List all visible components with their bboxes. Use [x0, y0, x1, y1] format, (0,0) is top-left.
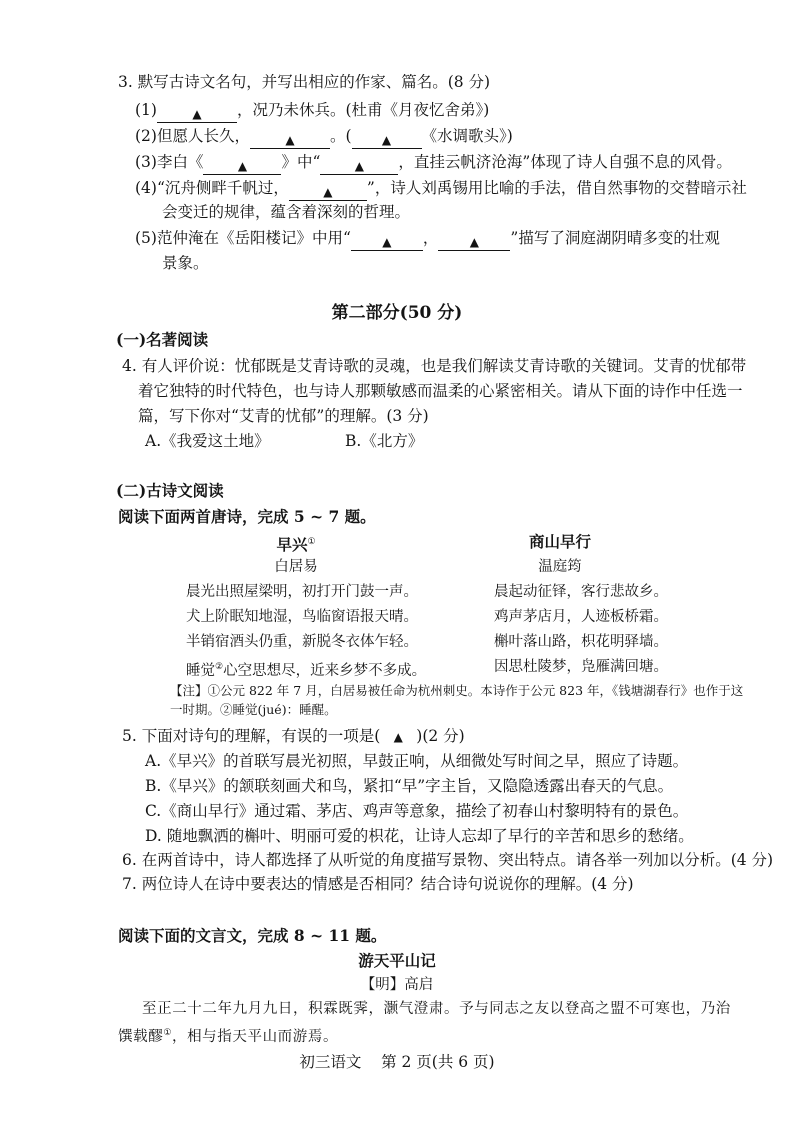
- poem1-line: 晨光出照屋梁明，初打开门鼓一声。: [186, 584, 418, 600]
- answer-blank[interactable]: [250, 133, 330, 149]
- q3-item-5: (5)范仲淹在《岳阳楼记》中用“ ▲ ， ▲ ”描写了洞庭湖阴晴多变的壮观: [135, 229, 720, 249]
- poem1-title: 早兴①: [276, 535, 316, 555]
- poem2-author: 温庭筠: [538, 559, 582, 575]
- q5-option-a: A.《早兴》的首联写晨光初照，早鼓正响，从细微处写时间之早，照应了诗题。: [145, 752, 689, 770]
- q3-item-1: (1) ▲ ，况乃未休兵。(杜甫《月夜忆舍弟》): [135, 101, 490, 121]
- answer-blank[interactable]: [352, 133, 422, 149]
- triangle-marker-icon: ▲: [381, 133, 392, 147]
- answer-blank[interactable]: [289, 185, 367, 201]
- prose-title: 游天平山记: [358, 951, 436, 970]
- q3-intro: 3. 默写古诗文名句，并写出相应的作家、篇名。(8 分): [118, 73, 491, 91]
- triangle-marker-icon: ▲: [469, 235, 480, 249]
- q5-option-d: D. 随地飘洒的槲叶、明丽可爱的枳花，让诗人忘却了早行的辛苦和思乡的愁绪。: [145, 827, 694, 845]
- section-heading: (一)名著阅读: [116, 330, 209, 349]
- poem-instruction: 阅读下面两首唐诗，完成 5 ~ 7 题。: [118, 507, 376, 526]
- q4-line-2: 着它独特的时代特色，也与诗人那颗敏感而温柔的心紧密相关。请从下面的诗作中任选一: [138, 382, 743, 400]
- triangle-marker-icon: ▲: [354, 159, 365, 173]
- triangle-marker-icon: ▲: [323, 185, 333, 199]
- triangle-marker-icon: ▲: [192, 107, 202, 121]
- poem2-line: 因思杜陵梦，凫雁满回塘。: [494, 659, 668, 675]
- q3-item-4: (4)“沉舟侧畔千帆过， ▲ ”，诗人刘禹锡用比喻的手法，借自然事物的交替暗示社: [135, 179, 747, 199]
- prose-line-2: 馔载醪①，相与指天平山而游焉。: [118, 1028, 339, 1045]
- page-footer: 初三语文 第 2 页(共 6 页): [299, 1053, 495, 1071]
- poem-note-line-2: 一时期。②睡觉(jué)：睡醒。: [170, 702, 337, 717]
- q4-option-a: A.《我爱这土地》: [145, 432, 270, 450]
- poem2-line: 晨起动征铎，客行悲故乡。: [494, 584, 668, 600]
- triangle-marker-icon: ▲: [393, 730, 403, 744]
- prose-line-1: 至正二十二年九月九日，积霖既霁，灏气澄肃。予与同志之友以登高之盟不可寒也，乃治: [142, 1001, 731, 1017]
- q5-stem: 5. 下面对诗句的理解，有误的一项是( ▲ )(2 分): [122, 727, 465, 745]
- poem2-title: 商山早行: [528, 532, 591, 551]
- prose-instruction: 阅读下面的文言文，完成 8 ~ 11 题。: [118, 926, 387, 945]
- q3-item-4-cont: 会变迁的规律，蕴含着深刻的哲理。: [162, 203, 411, 221]
- triangle-marker-icon: ▲: [237, 159, 248, 173]
- poem1-line: 睡觉②心空思想尽，近来乡梦不多成。: [186, 662, 427, 679]
- answer-blank[interactable]: [320, 159, 398, 175]
- q7-text: 7. 两位诗人在诗中要表达的情感是否相同？结合诗句说说你的理解。(4 分): [122, 875, 634, 893]
- q3-item-5-cont: 景象。: [162, 254, 209, 272]
- answer-blank[interactable]: [438, 235, 510, 251]
- answer-blank[interactable]: [351, 235, 423, 251]
- poem1-author: 白居易: [274, 559, 318, 575]
- poem1-line: 犬上阶眠知地湿，鸟临窗语报天晴。: [186, 609, 418, 625]
- poem2-line: 槲叶落山路，枳花明驿墙。: [494, 634, 668, 650]
- q4-line-3: 篇，写下你对“艾青的忧郁”的理解。(3 分): [138, 407, 429, 425]
- q4-option-b: B.《北方》: [345, 432, 424, 450]
- q3-item-2: (2)但愿人长久， ▲ 。( ▲ 《水调歌头》): [135, 127, 513, 147]
- section-heading: (二)古诗文阅读: [116, 481, 224, 500]
- answer-blank[interactable]: [203, 159, 281, 175]
- q4-line-1: 4. 有人评价说：忧郁既是艾青诗歌的灵魂，也是我们解读艾青诗歌的关键词。艾青的忧郁带: [122, 357, 747, 375]
- prose-author: 【明】高启: [360, 977, 434, 993]
- q6-text: 6. 在两首诗中，诗人都选择了从听觉的角度描写景物、突出特点。请各举一列加以分析。(4 分): [122, 851, 774, 869]
- poem1-line: 半销宿酒头仍重，新脱冬衣体乍轻。: [186, 634, 418, 650]
- q3-item-3: (3)李白《 ▲ 》中“ ▲ ，直挂云帆济沧海”体现了诗人自强不息的风骨。: [135, 153, 732, 173]
- poem-note-line-1: 【注】①公元 822 年 7 月，白居易被任命为杭州刺史。本诗作于公元 823 年，《钱塘湖春行》也作于这: [170, 683, 744, 698]
- answer-blank[interactable]: [157, 107, 237, 123]
- q5-option-b: B.《早兴》的颔联刻画犬和鸟，紧扣“早”字主旨，又隐隐透露出春天的气息。: [145, 777, 674, 795]
- triangle-marker-icon: ▲: [285, 133, 295, 147]
- poem2-line: 鸡声茅店月，人迹板桥霜。: [494, 609, 668, 625]
- triangle-marker-icon: ▲: [382, 235, 392, 249]
- q5-option-c: C.《商山早行》通过霜、茅店、鸡声等意象，描绘了初春山村黎明特有的景色。: [145, 802, 689, 820]
- part2-title: 第二部分(50 分): [331, 303, 463, 323]
